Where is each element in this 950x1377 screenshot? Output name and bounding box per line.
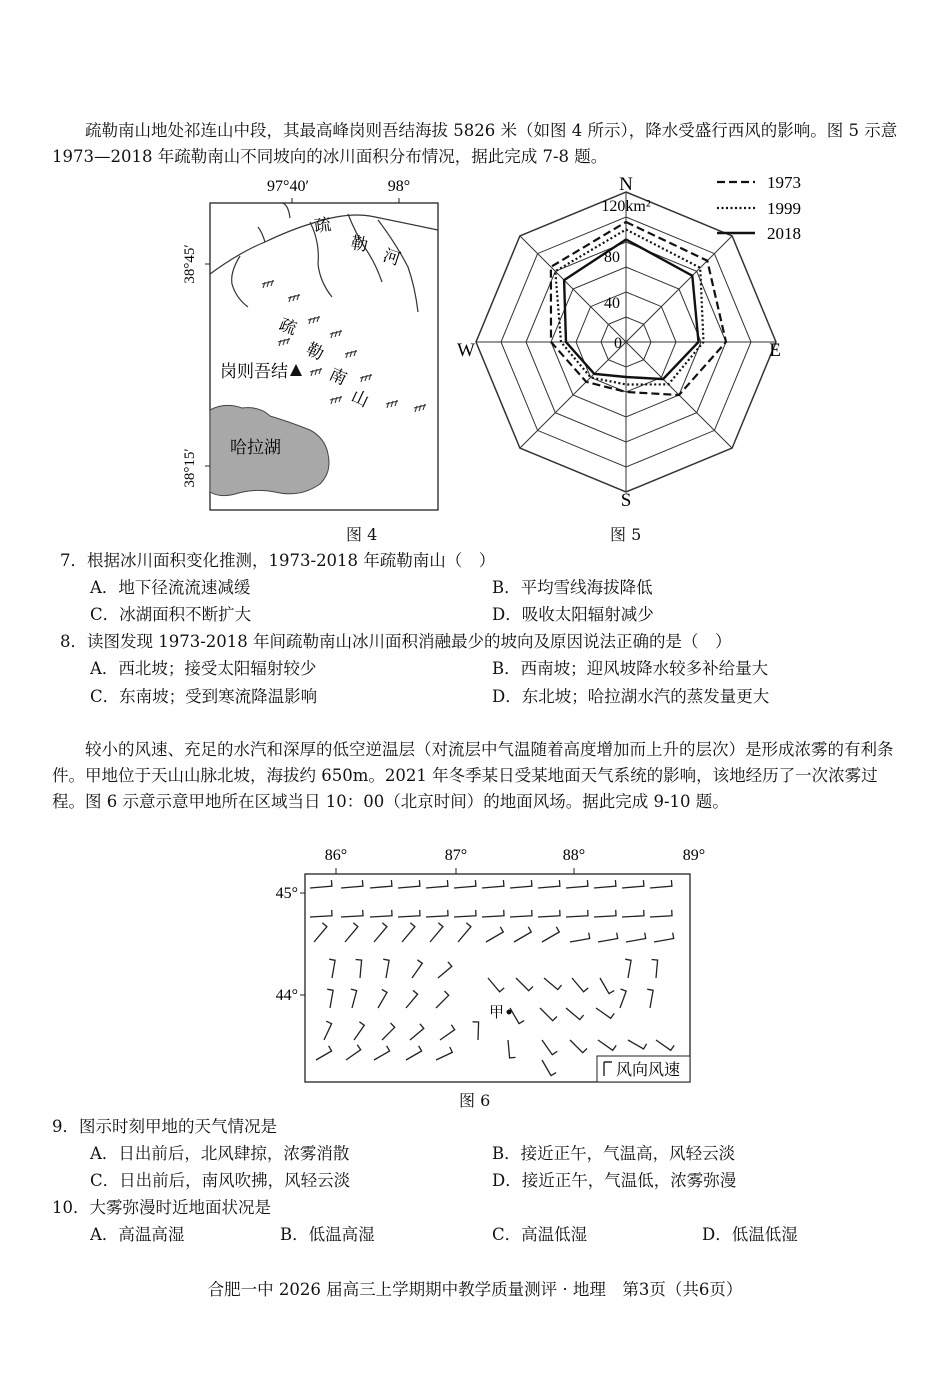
dir-label-w: W bbox=[457, 340, 475, 361]
figure-6-wind-field bbox=[260, 838, 720, 1088]
legend bbox=[717, 173, 801, 243]
unit-label: 120km² bbox=[601, 198, 651, 215]
q8-option-c[interactable]: C．东南坡；受到寒流降温影响 bbox=[90, 687, 318, 706]
svg-text:疏 bbox=[313, 215, 332, 236]
q8-option-b[interactable]: B．西南坡；迎风坡降水较多补给量大 bbox=[492, 659, 769, 678]
q9-option-d[interactable]: D．接近正午，气温低，浓雾弥漫 bbox=[492, 1171, 737, 1190]
q10-option-b[interactable]: B．低温高湿 bbox=[280, 1225, 375, 1244]
river-label-2: 勒 bbox=[349, 233, 370, 255]
q7-option-c[interactable]: C．冰湖面积不断扩大 bbox=[90, 605, 252, 624]
lat-label-45: 45° bbox=[275, 885, 298, 902]
page-footer: 合肥一中 2026 届高三上学期期中教学质量测评 · 地理 第3页（共6页） bbox=[207, 1280, 743, 1299]
lat-label-44: 44° bbox=[275, 987, 298, 1004]
q8-stem: 8．读图发现 1973-2018 年间疏勒南山冰川面积消融最少的坡向及原因说法正确的是（ ） bbox=[60, 632, 732, 651]
radar-spoke bbox=[626, 236, 732, 342]
peak-label: 岗则吾结 bbox=[220, 362, 288, 381]
mountain-label-1: 疏 bbox=[276, 314, 300, 339]
lake-label: 哈拉湖 bbox=[230, 438, 281, 457]
lon-label-1: 97°40′ bbox=[267, 178, 309, 195]
legend-label: 风向风速 bbox=[616, 1062, 681, 1079]
river-label-3: 河 bbox=[380, 245, 403, 270]
q10-stem: 10．大雾弥漫时近地面状况是 bbox=[52, 1198, 271, 1217]
lon-label-89: 89° bbox=[682, 847, 706, 864]
mountain-label-4: 山 bbox=[348, 386, 372, 411]
lon-label-86: 86° bbox=[324, 847, 348, 864]
q7-option-b[interactable]: B．平均雪线海拔降低 bbox=[492, 578, 653, 597]
tick-label-80: 80 bbox=[604, 249, 620, 266]
mountain-label-3: 南 bbox=[326, 364, 350, 389]
intro-paragraph-1: 疏勒南山地处祁连山中段，其最高峰岗则吾结海拔 5826 米（如图 4 所示），降水受盛行西风的影响。图 5 示意 1973—2018 年疏勒南山不同坡向的冰川面积分布情况，据此完成 7-8 题。 bbox=[52, 121, 898, 166]
lon-label-2: 98° bbox=[387, 178, 411, 195]
tick-label-40: 40 bbox=[604, 295, 620, 312]
figure-6-caption: 图 6 bbox=[459, 1091, 491, 1110]
radar-spoke bbox=[520, 342, 626, 448]
lon-label-87: 87° bbox=[444, 847, 468, 864]
q9-stem: 9．图示时刻甲地的天气情况是 bbox=[52, 1117, 277, 1136]
q7-option-a[interactable]: A．地下径流流速减缓 bbox=[90, 578, 251, 597]
q8-option-a[interactable]: A．西北坡；接受太阳辐射较少 bbox=[90, 659, 317, 678]
q9-option-a[interactable]: A．日出前后，北风肆掠，浓雾消散 bbox=[90, 1144, 350, 1163]
q9-option-b[interactable]: B．接近正午，气温高，风轻云淡 bbox=[492, 1144, 736, 1163]
lon-label-88: 88° bbox=[562, 847, 586, 864]
legend-1973: 1973 bbox=[767, 173, 801, 192]
svg-text:勒 bbox=[349, 233, 369, 255]
figure-4-caption: 图 4 bbox=[346, 525, 378, 544]
dir-label-n: N bbox=[619, 174, 633, 195]
legend-2018: 2018 bbox=[767, 224, 801, 243]
figure-5-radar-chart bbox=[455, 170, 815, 515]
q9-option-c[interactable]: C．日出前后，南风吹拂，风轻云淡 bbox=[90, 1171, 351, 1190]
intro-paragraph-2: 较小的风速、充足的水汽和深厚的低空逆温层（对流层中气温随着高度增加而上升的层次）是形成浓雾的有利条件。甲地位于天山山脉北坡，海拔约 650m。2021 年冬季某日受某地面天气系统的影响，该地经历了一次浓雾过程。图 6 示意示意甲地所在区域当日 10：00（北京时间）的地面风场。据此完成 9-10 题。 bbox=[52, 740, 894, 811]
lat-label-2: 38°15′ bbox=[182, 448, 198, 488]
site-jia-label: 甲 bbox=[489, 1005, 505, 1021]
lat-label-1: 38°45′ bbox=[182, 244, 198, 284]
q7-option-d[interactable]: D．吸收太阳辐射减少 bbox=[492, 605, 654, 624]
legend-1999: 1999 bbox=[767, 199, 801, 218]
figure-5-caption: 图 5 bbox=[610, 525, 642, 544]
site-jia-dot bbox=[507, 1010, 512, 1015]
q7-stem: 7．根据冰川面积变化推测，1973-2018 年疏勒南山（ ） bbox=[60, 551, 496, 570]
dir-label-e: E bbox=[769, 340, 781, 361]
q10-option-d[interactable]: D．低温低湿 bbox=[702, 1225, 798, 1244]
dir-label-s: S bbox=[620, 490, 632, 511]
q8-option-d[interactable]: D．东北坡；哈拉湖水汽的蒸发量更大 bbox=[492, 687, 770, 706]
q10-option-c[interactable]: C．高温低湿 bbox=[492, 1225, 588, 1244]
river-label-1: 疏 bbox=[312, 214, 333, 236]
radar-series-2018 bbox=[564, 240, 698, 380]
mountain-label-2: 勒 bbox=[303, 339, 327, 364]
q10-option-a[interactable]: A．高温高湿 bbox=[90, 1225, 185, 1244]
tick-label-0: 0 bbox=[614, 335, 622, 352]
figure-4-map bbox=[170, 172, 460, 542]
